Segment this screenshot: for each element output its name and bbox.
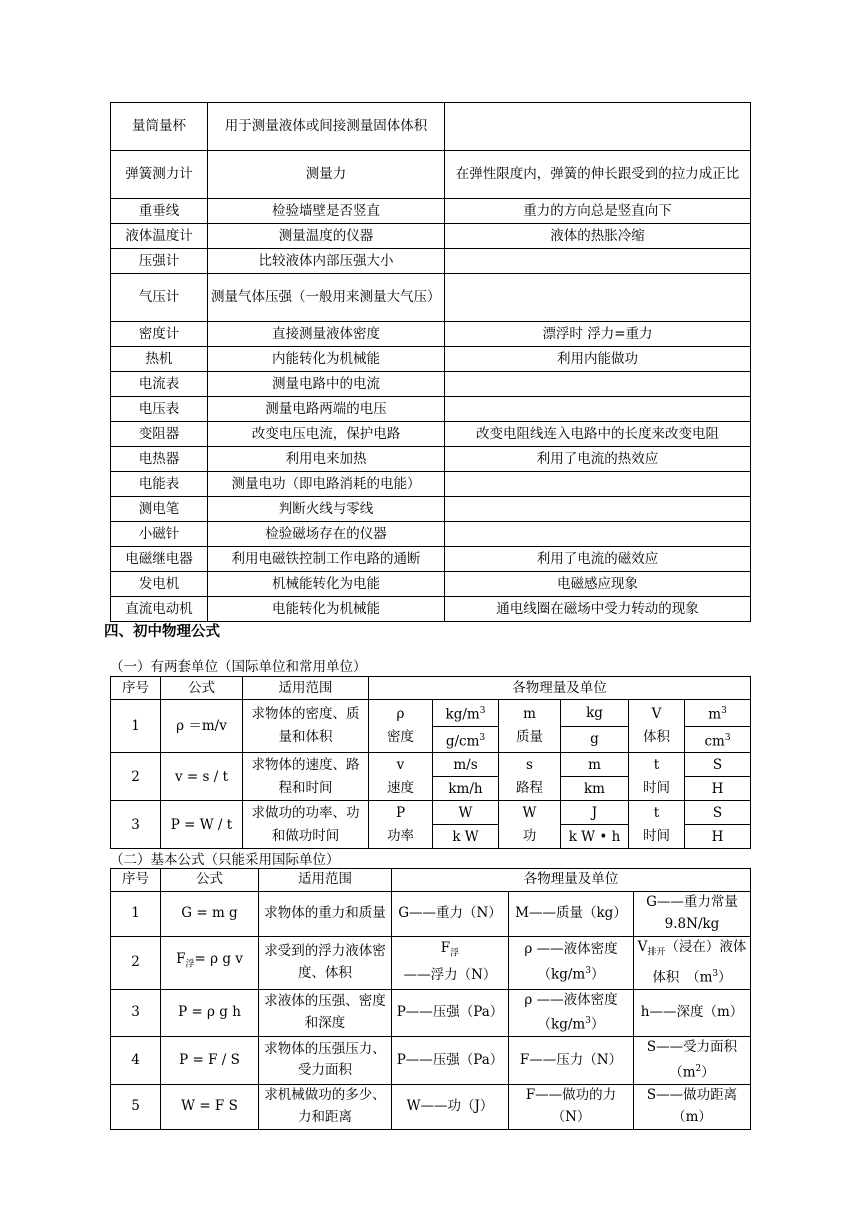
instrument-use: 用于测量液体或间接测量固体体积 (208, 103, 445, 151)
quantity-subscript: 排开 (647, 947, 666, 958)
formula-expression: v = s / t (161, 753, 243, 801)
unit-text: g (590, 731, 599, 748)
unit-text: S (712, 756, 723, 773)
instrument-principle: 漂浮时 浮力=重力 (445, 322, 751, 347)
quantity-exponent: 3 (585, 1016, 591, 1027)
instrument-row (111, 497, 751, 522)
unit-text: W (458, 804, 473, 821)
quantity-text: ） (590, 966, 605, 983)
instrument-name: 密度计 (111, 322, 208, 347)
formula-row (111, 801, 751, 825)
quantity-unit-si (685, 801, 751, 825)
formula-scope: 求物体的密度、质量和体积 (243, 700, 369, 753)
quantity-cell (634, 1037, 751, 1085)
instrument-name: 电压表 (111, 397, 208, 422)
instrument-row (111, 274, 751, 322)
instrument-name: 液体温度计 (111, 224, 208, 249)
instrument-principle: 利用了电流的磁效应 (445, 547, 751, 572)
quantity-unit-si (433, 801, 499, 825)
instrument-principle (445, 274, 751, 322)
instrument-name: 热机 (111, 347, 208, 372)
quantity-unit-si (561, 801, 629, 825)
quantity-letter: W (522, 804, 537, 821)
quantity-unit-si (685, 753, 751, 777)
formula-no: 1 (111, 700, 161, 753)
instrument-principle: 在弹性限度内，弹簧的伸长跟受到的拉力成正比 (445, 151, 751, 199)
instrument-row (111, 199, 751, 224)
quantity-cell: M——质量（kg） (509, 891, 634, 936)
instrument-row (111, 372, 751, 397)
unit-exponent: 3 (479, 706, 486, 716)
instrument-name: 量筒量杯 (111, 103, 208, 151)
instrument-principle (445, 397, 751, 422)
quantity-name: 时间 (643, 827, 670, 844)
quantity-unit-si (561, 700, 629, 727)
formula-table-basic (110, 868, 751, 1130)
instrument-use: 利用电来加热 (208, 447, 445, 472)
quantity-symbol (499, 753, 561, 801)
unit-text: m/s (453, 756, 478, 773)
quantity-unit-si (433, 700, 499, 727)
quantity-cell (392, 936, 509, 989)
formula-row (111, 989, 751, 1037)
instrument-use: 检验磁场存在的仪器 (208, 522, 445, 547)
quantity-cell: G——重力常量 9.8N/kg (634, 891, 751, 936)
quantity-symbol (369, 700, 433, 753)
quantity-name: 密度 (387, 729, 414, 745)
formula-row (111, 891, 751, 936)
instrument-name: 气压计 (111, 274, 208, 322)
instrument-name: 小磁针 (111, 522, 208, 547)
instrument-name: 弹簧测力计 (111, 151, 208, 199)
unit-text: kg/m (445, 706, 480, 723)
quantity-name: 速度 (387, 779, 414, 796)
quantity-text: （浸在）液体体积 （m (652, 938, 747, 986)
instrument-use: 机械能转化为电能 (208, 572, 445, 597)
formula-scope: 求物体的重力和质量 (259, 891, 392, 936)
formula-scope: 求做功的功率、功和做功时间 (243, 801, 369, 849)
quantity-unit-common (433, 777, 499, 801)
quantity-text: S——受力面积（m (646, 1039, 738, 1081)
formula-row (111, 1037, 751, 1085)
unit-text: S (712, 804, 723, 821)
instrument-principle: 重力的方向总是竖直向下 (445, 199, 751, 224)
header-formula: 公式 (161, 869, 259, 892)
unit-text: H (711, 828, 724, 845)
quantity-text: ） (718, 969, 732, 986)
quantity-unit-common (685, 777, 751, 801)
instrument-use: 判断火线与零线 (208, 497, 445, 522)
quantity-symbol (369, 753, 433, 801)
header-quantities: 各物理量及单位 (369, 677, 751, 700)
quantity-symbol (629, 801, 685, 849)
formula-subscript: 浮 (185, 959, 195, 970)
instrument-name: 电流表 (111, 372, 208, 397)
formula-no: 3 (111, 989, 161, 1037)
formula-no: 2 (111, 936, 161, 989)
quantity-unit-si (685, 700, 751, 727)
quantity-cell: G——重力（N） (392, 891, 509, 936)
instrument-principle (445, 522, 751, 547)
quantity-unit-common (561, 825, 629, 849)
quantity-unit-si (433, 753, 499, 777)
header-quantities: 各物理量及单位 (392, 869, 751, 892)
instrument-principle: 利用了电流的热效应 (445, 447, 751, 472)
instrument-name: 发电机 (111, 572, 208, 597)
instrument-principle (445, 472, 751, 497)
instrument-name: 直流电动机 (111, 597, 208, 622)
instrument-name: 变阻器 (111, 422, 208, 447)
instrument-name: 重垂线 (111, 199, 208, 224)
section-title: 四、初中物理公式 (104, 624, 220, 640)
instrument-row (111, 547, 751, 572)
quantity-cell: W——功（J） (392, 1084, 509, 1129)
instrument-row (111, 447, 751, 472)
instrument-use: 比较液体内部压强大小 (208, 249, 445, 274)
instrument-principle: 利用内能做功 (445, 347, 751, 372)
instrument-principle (445, 497, 751, 522)
instrument-use: 利用电磁铁控制工作电路的通断 (208, 547, 445, 572)
quantity-letter: v (396, 756, 405, 773)
quantity-symbol (369, 801, 433, 849)
instrument-principle (445, 103, 751, 151)
formula-expression: G = m g (161, 891, 259, 936)
unit-text: k W • h (568, 828, 621, 845)
unit-text: k W (452, 828, 479, 845)
instrument-name: 压强计 (111, 249, 208, 274)
unit-text: m (588, 756, 601, 773)
instrument-use: 测量力 (208, 151, 445, 199)
formula-expression: P = W / t (161, 801, 243, 849)
formula-scope: 求受到的浮力液体密度、体积 (259, 936, 392, 989)
instrument-use: 测量电路中的电流 (208, 372, 445, 397)
quantity-name: 功 (522, 827, 537, 844)
subsection-title-2: （二）基本公式（只能采用国际单位） (110, 852, 340, 868)
instrument-row (111, 397, 751, 422)
instrument-row (111, 347, 751, 372)
formula-rest: = ρ g v (194, 951, 243, 967)
instrument-row (111, 151, 751, 199)
quantity-symbol (629, 700, 685, 753)
quantity-unit-common (561, 777, 629, 801)
quantity-symbol (629, 753, 685, 801)
formula-scope: 求物体的速度、路程和时间 (243, 753, 369, 801)
formula-expression: ρ ＝m/v (161, 700, 243, 753)
quantity-text: V (637, 938, 648, 955)
quantity-unit-common (561, 726, 629, 753)
quantity-letter: t (653, 804, 660, 821)
quantity-text: ρ ——液体密度（kg/m (524, 991, 618, 1033)
instrument-name: 测电笔 (111, 497, 208, 522)
header-scope: 适用范围 (243, 677, 369, 700)
instrument-table (110, 102, 751, 622)
instrument-name: 电磁继电器 (111, 547, 208, 572)
formula-no: 1 (111, 891, 161, 936)
header-scope: 适用范围 (259, 869, 392, 892)
formula-table-two-units (110, 676, 751, 849)
instrument-use: 检验墙壁是否竖直 (208, 199, 445, 224)
unit-exponent: 3 (724, 732, 731, 743)
instrument-principle (445, 249, 751, 274)
quantity-text: ——浮力（N） (403, 967, 497, 984)
unit-text: m (708, 706, 722, 723)
quantity-symbol (499, 700, 561, 753)
unit-text: H (711, 780, 724, 797)
instrument-row (111, 249, 751, 274)
formula-expression: P = ρ g h (161, 989, 259, 1037)
quantity-cell (634, 936, 751, 989)
quantity-exponent: 2 (695, 1063, 702, 1074)
quantity-name: 体积 (643, 729, 670, 745)
instrument-principle (445, 372, 751, 397)
quantity-letter: V (651, 706, 662, 722)
quantity-cell: F——压力（N） (509, 1037, 634, 1085)
quantity-exponent: 3 (712, 968, 719, 979)
instrument-row (111, 103, 751, 151)
instrument-row (111, 472, 751, 497)
instrument-use: 测量电路两端的电压 (208, 397, 445, 422)
formula-main: F (176, 951, 186, 967)
quantity-cell: F——做功的力（N） (509, 1084, 634, 1129)
instrument-use: 电能转化为机械能 (208, 597, 445, 622)
quantity-name: 路程 (516, 779, 543, 796)
unit-text: kg (586, 704, 603, 721)
unit-exponent: 3 (721, 706, 727, 716)
quantity-exponent: 3 (585, 965, 591, 976)
unit-text: J (591, 804, 598, 821)
instrument-row (111, 572, 751, 597)
unit-text: km (584, 780, 605, 797)
quantity-name: 时间 (643, 779, 670, 796)
quantity-text: ρ ——液体密度（kg/m (524, 941, 618, 983)
instrument-principle: 通电线圈在磁场中受力转动的现象 (445, 597, 751, 622)
instrument-principle: 改变电阻线连入电路中的长度来改变电阻 (445, 422, 751, 447)
formula-no: 4 (111, 1037, 161, 1085)
quantity-text: ） (701, 1064, 715, 1081)
quantity-cell: P——压强（Pa） (392, 989, 509, 1037)
quantity-symbol (499, 801, 561, 849)
instrument-row (111, 322, 751, 347)
formula-expression: P = F / S (161, 1037, 259, 1085)
quantity-name: 功率 (387, 827, 414, 844)
formula-row (111, 700, 751, 727)
instrument-use: 测量电功（即电路消耗的电能） (208, 472, 445, 497)
quantity-unit-si (561, 753, 629, 777)
instrument-principle: 电磁感应现象 (445, 572, 751, 597)
instrument-use: 测量气体压强（一般用来测量大气压） (208, 274, 445, 322)
quantity-cell: P——压强（Pa） (392, 1037, 509, 1085)
instrument-use: 测量温度的仪器 (208, 224, 445, 249)
quantity-text: F (440, 940, 451, 957)
formula-no: 3 (111, 801, 161, 849)
formula-expression (161, 936, 259, 989)
instrument-row (111, 224, 751, 249)
quantity-cell: S——做功距离（m） (634, 1084, 751, 1129)
subsection-title-1: （一）有两套单位（国际单位和常用单位） (110, 659, 367, 675)
quantity-subscript: 浮 (450, 948, 460, 959)
instrument-row (111, 522, 751, 547)
formula-scope: 求物体的压强压力、受力面积 (259, 1037, 392, 1085)
instrument-use: 直接测量液体密度 (208, 322, 445, 347)
header-no: 序号 (111, 677, 161, 700)
unit-text: g/cm (445, 733, 480, 749)
quantity-letter: m (523, 706, 536, 722)
quantity-name: 质量 (516, 729, 543, 745)
quantity-text: ） (590, 1016, 605, 1033)
formula-scope: 求液体的压强、密度和深度 (259, 989, 392, 1037)
formula-row (111, 753, 751, 777)
quantity-unit-common (433, 825, 499, 849)
instrument-name: 电热器 (111, 447, 208, 472)
quantity-cell: h——深度（m） (634, 989, 751, 1037)
formula-expression: W = F S (161, 1084, 259, 1129)
quantity-cell (509, 989, 634, 1037)
quantity-cell (509, 936, 634, 989)
header-formula: 公式 (161, 677, 243, 700)
quantity-letter: t (653, 756, 660, 773)
formula-scope: 求机械做功的多少、力和距离 (259, 1084, 392, 1129)
formula-row (111, 936, 751, 989)
formula-row (111, 1084, 751, 1129)
quantity-unit-common (433, 726, 499, 753)
formula-no: 2 (111, 753, 161, 801)
quantity-letter: ρ (396, 706, 405, 722)
instrument-use: 改变电压电流，保护电路 (208, 422, 445, 447)
unit-text: cm (704, 733, 725, 749)
quantity-unit-common (685, 825, 751, 849)
unit-text: km/h (448, 780, 483, 797)
quantity-unit-common (685, 726, 751, 753)
quantity-letter: P (395, 804, 406, 821)
instrument-row (111, 422, 751, 447)
quantity-letter: s (526, 756, 533, 773)
formula-no: 5 (111, 1084, 161, 1129)
instrument-principle: 液体的热胀冷缩 (445, 224, 751, 249)
header-no: 序号 (111, 869, 161, 892)
instrument-use: 内能转化为机械能 (208, 347, 445, 372)
unit-exponent: 3 (479, 732, 486, 743)
instrument-row (111, 597, 751, 622)
instrument-name: 电能表 (111, 472, 208, 497)
